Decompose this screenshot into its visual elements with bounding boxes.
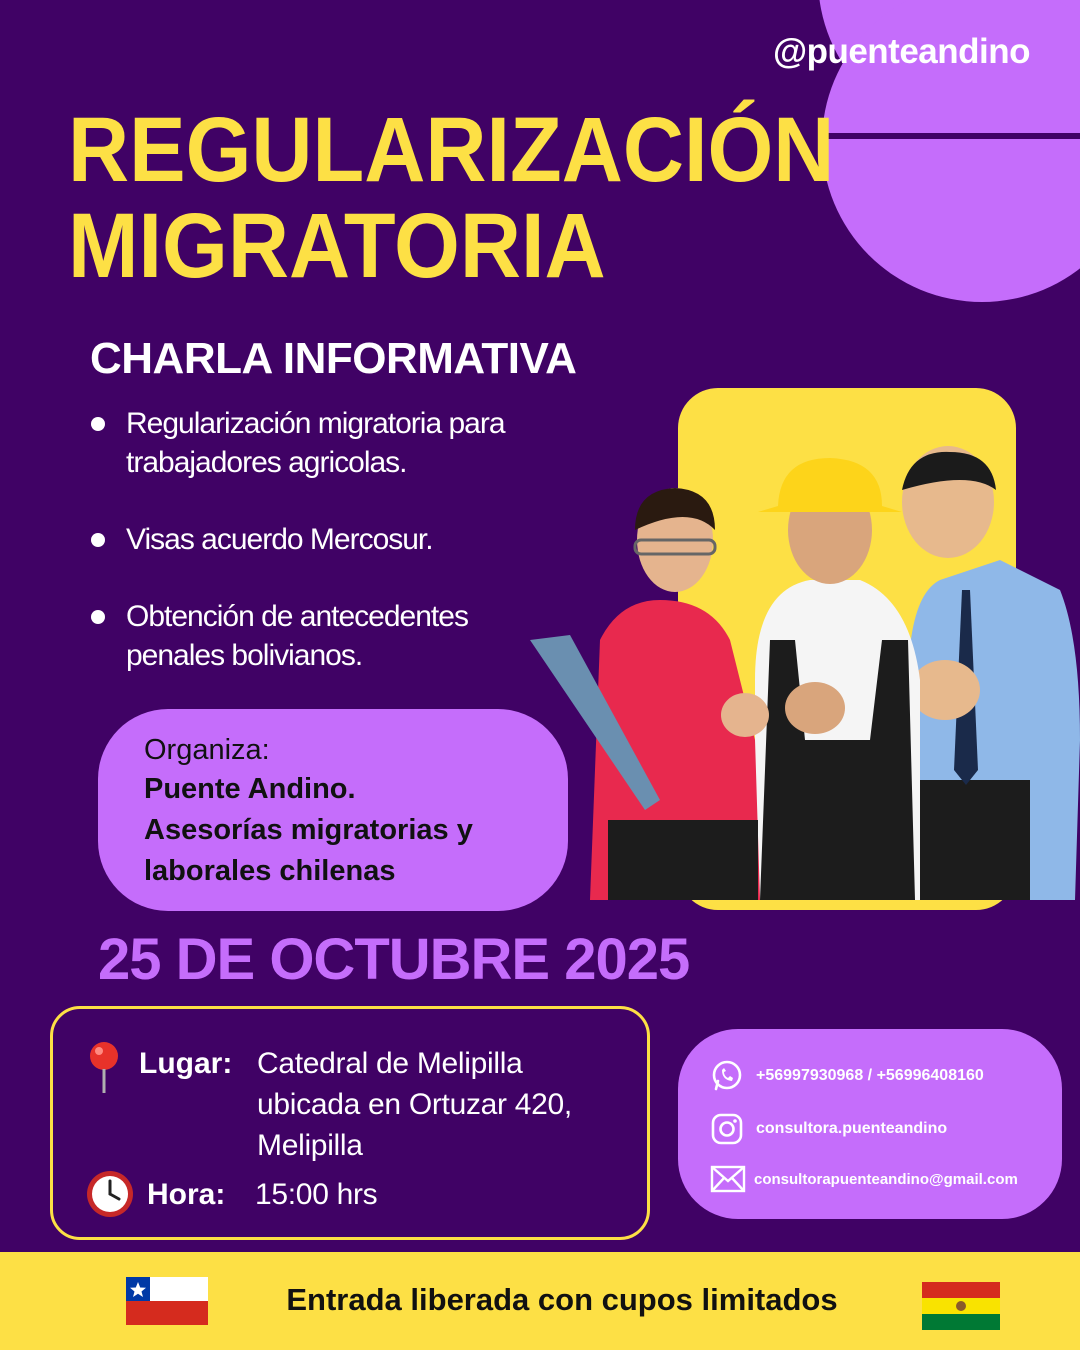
place-label: Lugar: [139,1047,233,1080]
instagram-icon [710,1112,744,1146]
organizer-label: Organiza: [144,734,270,766]
contact-phone-row [710,1059,984,1093]
clock-icon [85,1169,135,1219]
place-line: Catedral de Melipilla [257,1047,523,1080]
place-line: Melipilla [257,1129,363,1162]
venue-time-row [85,1169,377,1219]
footer-banner [0,1252,1080,1350]
place-value [257,1043,572,1166]
contact-instagram: consultora.puenteandino [756,1120,948,1137]
decor-circle-gap [800,133,1080,139]
place-line: ubicada en Ortuzar 420, [257,1088,572,1121]
time-label: Hora: [147,1178,226,1211]
social-handle: @puenteandino [772,32,1030,71]
contact-instagram-row [710,1112,947,1146]
organizer-name-line: Asesorías migratorias y [144,814,473,846]
map-pin-icon [87,1041,121,1095]
page-title [68,99,835,297]
whatsapp-icon [710,1059,744,1093]
bolivia-flag-icon [922,1282,1000,1330]
contact-phone: +56997930968 / +56996408160 [756,1067,984,1084]
event-subtitle: CHARLA INFORMATIVA [90,334,577,383]
venue-card [50,1006,650,1240]
person-businessman [900,446,1080,900]
time-value: 15:00 hrs [255,1178,378,1211]
title-line-2: MIGRATORIA [68,195,606,297]
organizer-name-line: laborales chilenas [144,855,396,887]
venue-place-row [87,1043,572,1166]
contact-email: consultorapuenteandino@gmail.com [754,1170,1018,1188]
title-line-1: REGULARIZACIÓN [68,99,835,201]
topic-text: trabajadores agricolas. [126,446,407,479]
organizer-card [98,709,568,911]
workers-photo [530,440,1080,910]
footer-text: Entrada liberada con cupos limitados [286,1282,838,1317]
contact-card [678,1029,1062,1219]
organizer-name-line: Puente Andino. [144,773,356,805]
event-date: 25 DE OCTUBRE 2025 [98,927,690,992]
mail-icon [710,1165,746,1193]
topic-text: Regularización migratoria para [126,407,505,440]
contact-email-row [710,1165,1018,1193]
topic-text: penales bolivianos. [126,639,363,672]
person-worker [755,458,920,900]
topic-text: Obtención de antecedentes [126,600,468,633]
topic-text: Visas acuerdo Mercosur. [126,523,433,556]
